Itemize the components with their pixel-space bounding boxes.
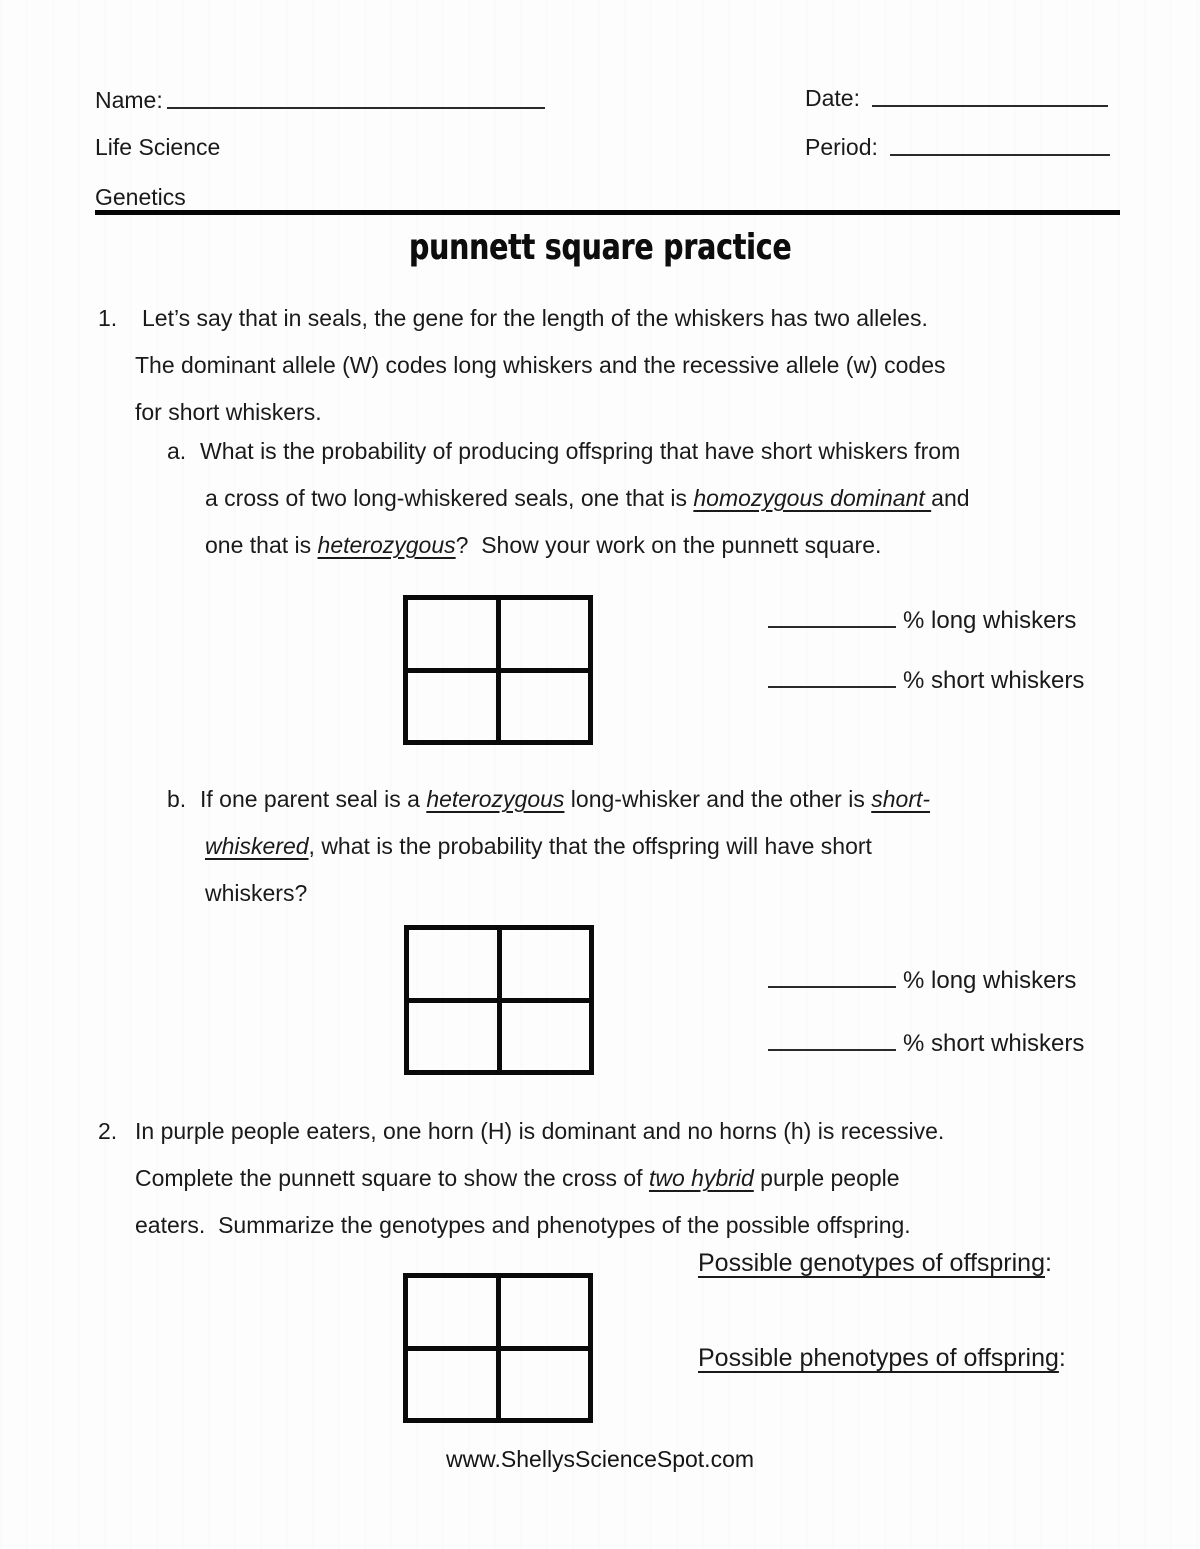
name-blank-line — [167, 87, 545, 109]
punnett-inner-horizontal-line — [408, 1346, 588, 1351]
text-run: In purple people eaters, one horn (H) is dominant and no horns (h) is recessive. — [135, 1118, 945, 1144]
q2-text-line-2 — [135, 1165, 900, 1193]
q2-text-line-1 — [98, 1118, 944, 1146]
q1a-text-line-3 — [205, 532, 881, 560]
percent-short-whiskers-label: % short whiskers — [903, 667, 1085, 694]
percent-blank-line — [768, 668, 896, 688]
text-run: and — [931, 485, 970, 511]
punnett-inner-horizontal-line — [409, 998, 589, 1003]
q1b-text-line-2 — [205, 833, 872, 861]
period-label: Period: — [805, 134, 878, 160]
name-label: Name: — [95, 87, 163, 113]
percent-long-whiskers-label: % long whiskers — [903, 967, 1077, 994]
percent-long-whiskers-label: % long whiskers — [903, 607, 1077, 634]
text-run: purple people — [753, 1165, 900, 1191]
date-label: Date: — [805, 85, 860, 111]
text-run: What is the probability of producing offspring that have short whiskers from — [200, 438, 961, 464]
emphasis-two-hybrid: two hybrid — [648, 1165, 754, 1191]
percent-long-row-2 — [768, 967, 1076, 996]
percent-blank-line — [768, 608, 896, 628]
q1-text-line-3 — [135, 399, 322, 427]
text-run: long-whisker and the other is — [564, 786, 872, 812]
q1a-text-line-2 — [205, 485, 970, 513]
q1a-text-line-1 — [167, 438, 960, 466]
punnett-square-1 — [403, 595, 593, 745]
percent-short-row-2 — [768, 1030, 1084, 1059]
percent-long-row-1 — [768, 607, 1076, 636]
q2-number: 2. — [98, 1118, 118, 1144]
text-run: If one parent seal is a — [200, 786, 427, 812]
genotypes-heading — [698, 1248, 1052, 1278]
unit-label: Genetics — [95, 184, 186, 210]
q1b-text-line-1 — [167, 786, 930, 814]
percent-blank-line — [768, 968, 896, 988]
text-run: one that is — [205, 532, 318, 558]
emphasis-homozygous-dominant: homozygous dominant — [693, 485, 932, 511]
text-run: Complete the punnett square to show the cross of — [135, 1165, 649, 1191]
percent-short-whiskers-label: % short whiskers — [903, 1030, 1085, 1057]
phenotypes-heading-text: Possible phenotypes of offspring — [698, 1344, 1059, 1372]
text-run: for short whiskers. — [135, 399, 322, 425]
punnett-square-2 — [404, 925, 594, 1075]
q1-text-line-2 — [135, 352, 945, 380]
text-run: , what is the probability that the offspring will have short — [308, 833, 872, 859]
header-divider — [95, 210, 1120, 215]
q1-number: 1. — [98, 305, 118, 331]
q1a-marker: a. — [167, 438, 187, 464]
page-title-text: punnett square practice — [408, 227, 792, 268]
course-label: Life Science — [95, 134, 221, 160]
date-blank-line — [872, 85, 1108, 107]
period-blank-line — [890, 134, 1110, 156]
text-run: whiskers? — [205, 880, 308, 906]
emphasis-whiskered: whiskered — [205, 833, 309, 859]
text-run: The dominant allele (W) codes long whiskers and the recessive allele (w) codes — [135, 352, 946, 378]
q1b-marker: b. — [167, 786, 187, 812]
genotypes-heading-text: Possible genotypes of offspring — [698, 1249, 1045, 1277]
q1-text-line-1 — [98, 305, 928, 333]
punnett-inner-horizontal-line — [408, 668, 588, 673]
page-title — [0, 227, 1200, 268]
punnett-square-3 — [403, 1273, 593, 1423]
emphasis-heterozygous: heterozygous — [426, 786, 565, 812]
text-run: Let’s say that in seals, the gene for the length of the whiskers has two alleles. — [142, 305, 928, 331]
text-run: eaters. Summarize the genotypes and phenotypes of the possible offspring. — [135, 1212, 911, 1238]
percent-blank-line — [768, 1031, 896, 1051]
q2-text-line-3 — [135, 1212, 911, 1240]
percent-short-row-1 — [768, 667, 1084, 696]
emphasis-heterozygous: heterozygous — [317, 532, 456, 558]
text-run: a cross of two long-whiskered seals, one that is — [205, 485, 694, 511]
footer-url: www.ShellysScienceSpot.com — [445, 1446, 755, 1472]
q1b-text-line-3 — [205, 880, 307, 908]
text-run: : — [1045, 1249, 1052, 1277]
emphasis-short-hyphen: short- — [871, 786, 931, 812]
text-run: ? Show your work on the punnett square. — [455, 532, 882, 558]
phenotypes-heading — [698, 1343, 1066, 1373]
text-run: : — [1058, 1344, 1066, 1372]
